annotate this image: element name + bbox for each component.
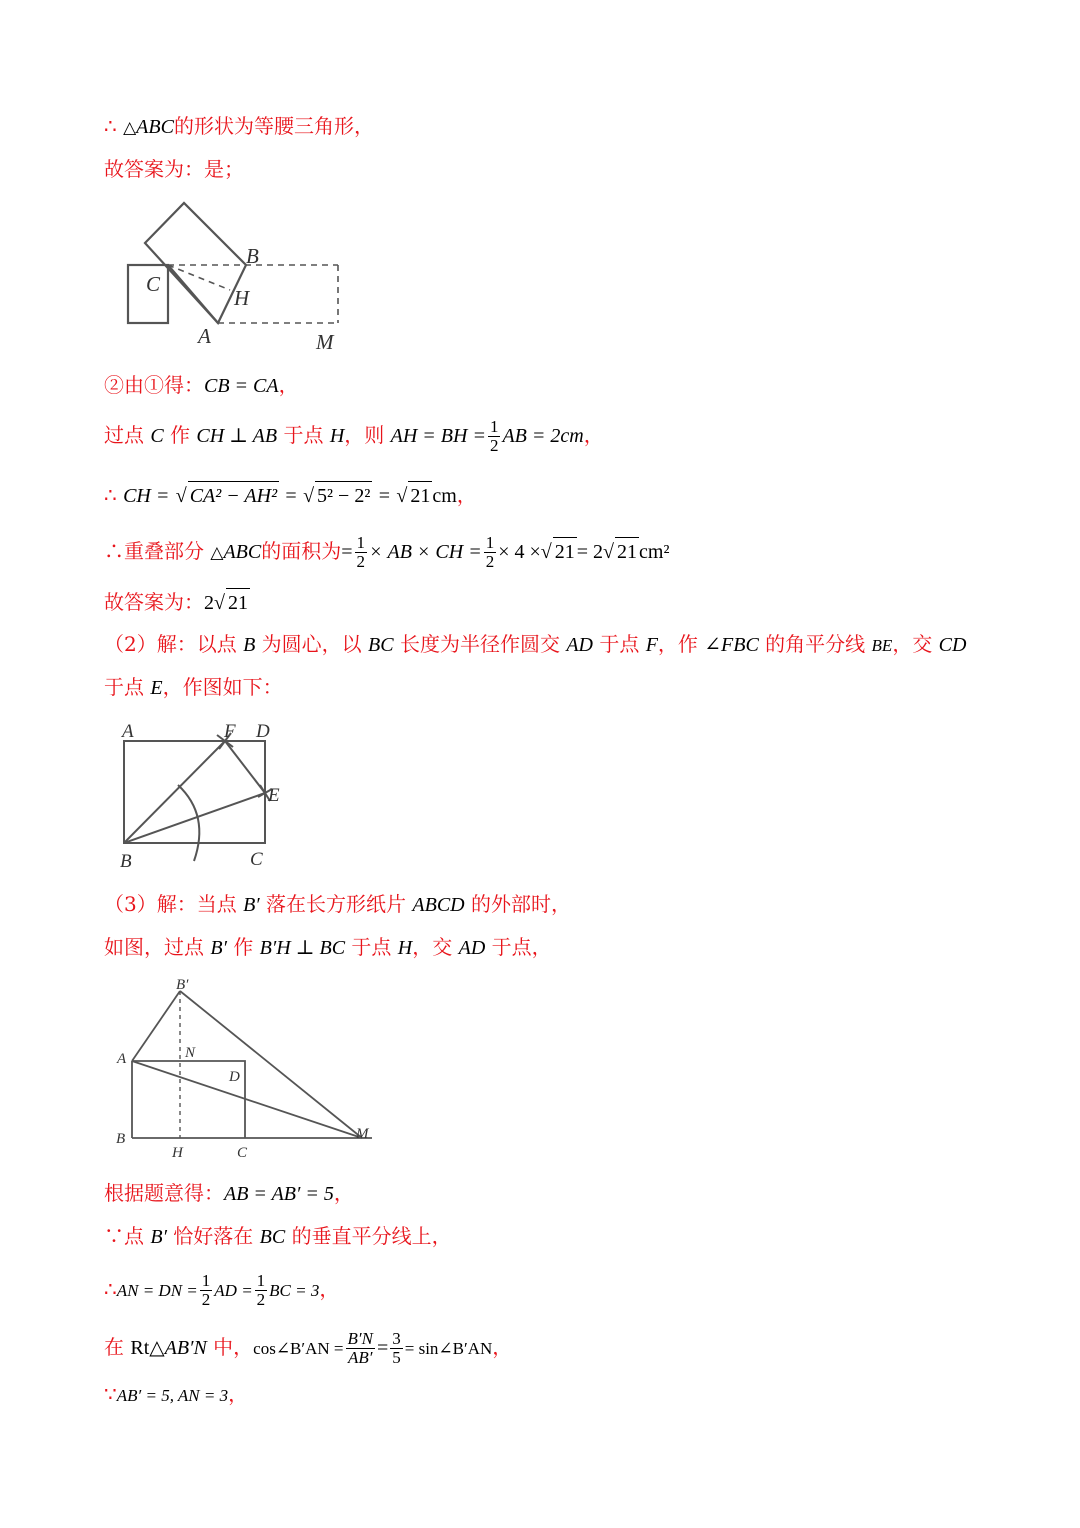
math-expr: CH ⊥ AB: [196, 425, 278, 447]
line-cosine: [104, 1330, 512, 1367]
math-expr: = sin∠B′AN: [404, 1339, 493, 1358]
segment-fe: [225, 741, 265, 793]
therefore-symbol: ∴: [104, 1277, 117, 1301]
point-b-prime: B′: [210, 937, 227, 959]
rectangle-abcd: [124, 741, 265, 843]
fraction-three-fifths: [390, 1330, 403, 1367]
line-end: ，: [492, 1335, 513, 1359]
line-end: ，: [278, 373, 299, 397]
text-part: ，则: [344, 423, 391, 447]
text-part: ，作: [657, 632, 705, 656]
coefficient: 2: [204, 592, 214, 614]
math-expr: AD =: [214, 1281, 253, 1300]
fraction-denominator: 2: [489, 436, 499, 455]
text-part: 根据题意得：: [104, 1181, 224, 1205]
text-part: 的垂直平分线上，: [285, 1224, 452, 1248]
segment-ad: AD: [458, 937, 486, 959]
text-part: 点: [124, 1224, 151, 1248]
fraction-numerator: 1: [256, 1271, 266, 1290]
line-text: 故答案为：: [104, 590, 204, 614]
line-conclusion-isosceles: [104, 112, 374, 142]
label-b: B: [246, 244, 259, 268]
sqrt-symbol: √: [396, 485, 408, 507]
fraction-denominator: 2: [356, 552, 365, 571]
triangle-name: ABC: [136, 116, 174, 138]
sqrt-symbol: √: [603, 541, 615, 563]
line-text: 的形状为等腰三角形，: [173, 114, 374, 138]
radicand: CA² − AH²: [188, 481, 279, 510]
line-part3-perpendicular: [104, 933, 552, 962]
math-expr: AH = BH =: [390, 425, 486, 447]
text-part: ，交: [412, 935, 459, 959]
label-a: A: [122, 721, 134, 742]
text-part: 的角平分线: [758, 632, 872, 656]
line-part2-figure-intro: [104, 673, 283, 702]
segment-bc: BC: [368, 634, 394, 656]
label-f: F: [224, 721, 236, 742]
label-c: C: [250, 849, 263, 870]
tilted-square: [145, 203, 246, 323]
text-part: 于点: [277, 423, 330, 447]
unit: cm: [432, 485, 457, 507]
sqrt-symbol: √: [175, 485, 187, 507]
figure-folded-outside: [110, 975, 380, 1165]
label-b: B: [116, 1131, 126, 1147]
line-given-values: [104, 1380, 248, 1410]
fraction-half: [488, 418, 501, 455]
label-e: E: [268, 785, 280, 806]
line-text: ②由①得：: [104, 373, 204, 397]
point-h: H: [329, 425, 345, 447]
math-expr: CB = CA: [204, 375, 279, 397]
fraction-denominator: AB′: [347, 1348, 373, 1367]
fraction-numerator: 1: [356, 533, 365, 552]
math-expr: = 2: [576, 541, 604, 563]
label-d: D: [229, 1069, 240, 1085]
equals: =: [378, 485, 390, 507]
line-end: ，: [228, 1382, 249, 1406]
text-part: 于点，: [485, 935, 552, 959]
math-expr: cos∠B′AN =: [253, 1339, 344, 1358]
point-b-prime: B′: [150, 1226, 167, 1248]
segment-bf: [124, 741, 225, 843]
math-expr: AB = 2cm: [502, 425, 584, 447]
label-b: B: [120, 851, 132, 872]
fraction-half-2: [255, 1272, 268, 1309]
line-ch-value: [104, 481, 477, 510]
line-an-dn: [104, 1272, 339, 1309]
text-part: 过点: [104, 423, 151, 447]
segment-be: BE: [871, 636, 893, 655]
fraction-numerator: 1: [489, 417, 499, 436]
text-part: 重叠部分: [124, 539, 211, 563]
line-text: 故答案为：是；: [104, 157, 244, 181]
line-part2-construction: [104, 630, 966, 660]
figure-rectangle-bisector: [110, 715, 300, 875]
segment-cd: CD: [938, 634, 967, 656]
label-m: M: [356, 1126, 369, 1142]
text-part: 于点: [345, 935, 398, 959]
line-overlap-area: [104, 534, 669, 571]
sqrt-symbol: √: [303, 485, 315, 507]
rectangle-abcd: ABCD: [412, 894, 465, 916]
triangle-symbol: △: [210, 543, 224, 562]
label-m: M: [316, 330, 334, 354]
fraction-numerator: B′N: [347, 1329, 373, 1348]
line-end: ，: [319, 1277, 340, 1301]
triangle-name: ABC: [223, 541, 262, 563]
text-part: 落在长方形纸片: [259, 892, 413, 916]
segment-am: [132, 1061, 362, 1138]
triangle-name: AB′N: [164, 1337, 207, 1359]
segment-ab-prime: [132, 991, 180, 1061]
equals: =: [376, 1337, 389, 1359]
because-symbol: ∵: [104, 1224, 124, 1248]
math-expr: CH =: [123, 485, 170, 507]
line-end: ，: [333, 1181, 354, 1205]
label-d: D: [256, 721, 270, 742]
text-part: 如图，过点: [104, 935, 211, 959]
text-part: 长度为半径作圆交: [393, 632, 567, 656]
point-h: H: [397, 937, 413, 959]
triangle-symbol: △: [123, 118, 137, 137]
right-triangle-symbol: Rt△: [130, 1337, 165, 1359]
line-perpendicular-ch: [104, 418, 604, 455]
radicand: 21: [615, 537, 639, 566]
text-part: ，作图如下：: [162, 675, 283, 699]
fraction-half: [200, 1272, 213, 1309]
label-b-prime: B′: [176, 977, 189, 993]
segment-b-prime-m: [180, 991, 362, 1138]
fraction-denominator: 5: [392, 1348, 401, 1367]
text-part: 于点: [104, 675, 151, 699]
fraction-denominator: 2: [201, 1290, 211, 1309]
point-c: C: [150, 425, 164, 447]
text-part: 中，: [206, 1335, 254, 1359]
point-e: E: [150, 677, 163, 699]
fraction-half-2: [484, 534, 497, 571]
line-perpendicular-bisector: [104, 1222, 452, 1251]
text-part: ，交: [892, 632, 939, 656]
label-h: H: [234, 286, 250, 310]
equals: =: [285, 485, 297, 507]
figure-folded-paper: [110, 195, 350, 355]
text-part: 作: [163, 423, 197, 447]
therefore-symbol: ∴: [104, 114, 117, 138]
line-cb-equals-ca: [104, 371, 299, 400]
text-part: （3）解：当点: [104, 892, 244, 916]
fraction-numerator: 1: [201, 1271, 211, 1290]
segment-ad: AD: [566, 634, 593, 656]
sqrt-symbol: √: [214, 592, 225, 614]
text-part: 于点: [592, 632, 646, 656]
fraction-denominator: 2: [256, 1290, 266, 1309]
label-a: A: [198, 324, 211, 348]
line-answer-area: [104, 588, 250, 617]
radicand: 21: [226, 588, 250, 617]
label-n: N: [185, 1045, 196, 1061]
text-part: 的外部时，: [464, 892, 571, 916]
point-f: F: [645, 634, 658, 656]
math-expr: AB = AB′ = 5: [224, 1183, 334, 1205]
fraction-numerator: 3: [392, 1329, 401, 1348]
fraction-bn-ab: [346, 1330, 375, 1367]
angle-fbc: ∠FBC: [704, 634, 759, 656]
line-end: ，: [456, 483, 477, 507]
fraction-half: [355, 534, 368, 571]
text-part: （2）解：以点: [104, 632, 244, 656]
point-b: B: [243, 634, 256, 656]
therefore-symbol: ∴: [104, 483, 117, 507]
because-symbol: ∵: [104, 1382, 117, 1406]
fraction-denominator: 2: [485, 552, 495, 571]
math-expr: AB′ = 5, AN = 3: [116, 1386, 229, 1405]
text-part: 的面积为: [261, 539, 342, 563]
label-c: C: [146, 272, 161, 296]
label-h: H: [172, 1145, 183, 1161]
label-a: A: [117, 1051, 127, 1067]
segment-be: [124, 793, 265, 843]
math-expr: BC = 3: [269, 1281, 320, 1300]
segment-ca: [168, 265, 218, 323]
math-expr: B′H ⊥ BC: [259, 937, 346, 959]
fraction-numerator: 1: [485, 533, 495, 552]
line-ab-equals: [104, 1179, 354, 1208]
segment-bc: BC: [259, 1226, 286, 1248]
line-part3-case: [104, 890, 571, 919]
text-part: 为圆心，以: [255, 632, 369, 656]
sqrt-symbol: √: [540, 541, 552, 563]
equals: =: [341, 541, 353, 563]
radicand: 5² − 2²: [315, 481, 372, 510]
line-answer-yes: [104, 155, 244, 183]
text-part: 恰好落在: [166, 1224, 260, 1248]
point-b-prime: B′: [243, 894, 260, 916]
label-c: C: [237, 1145, 248, 1161]
unit: cm²: [639, 541, 670, 563]
line-end: ，: [583, 423, 604, 447]
math-expr: × 4 ×: [498, 541, 541, 563]
text-part: 作: [226, 935, 260, 959]
radicand: 21: [408, 481, 432, 510]
radicand: 21: [553, 537, 577, 566]
math-expr: AN = DN =: [116, 1281, 198, 1300]
math-expr: × AB × CH =: [369, 541, 482, 563]
text-part: 在: [104, 1335, 131, 1359]
therefore-symbol: ∴: [104, 539, 124, 563]
